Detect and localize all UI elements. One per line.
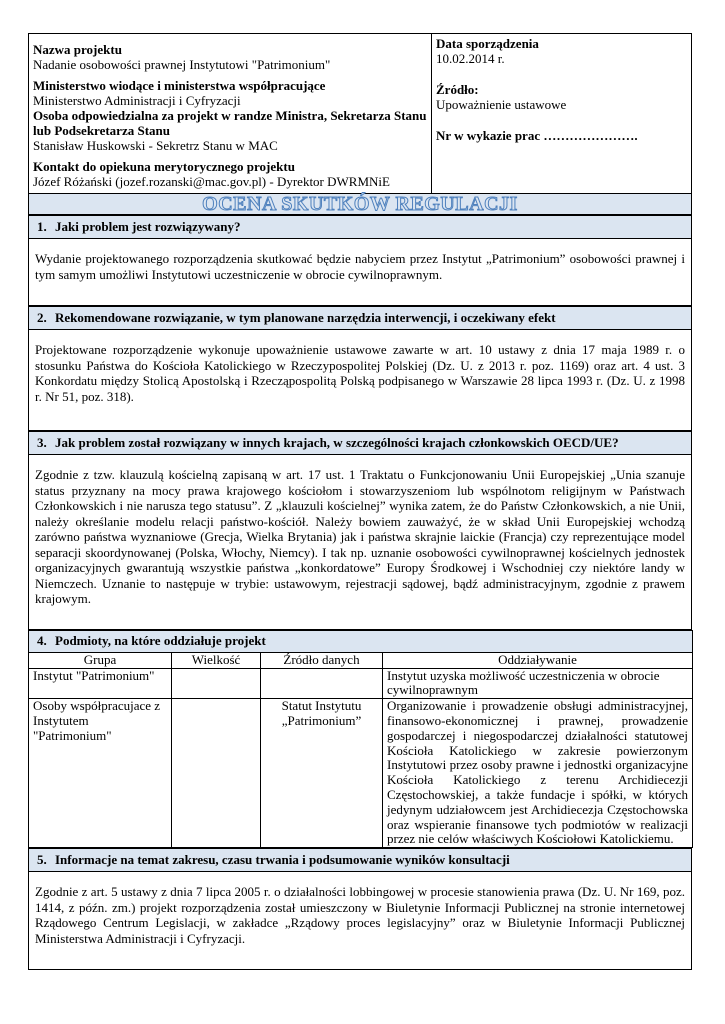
section-2-title: Rekomendowane rozwiązanie, w tym planowane narzędzia interwencji, i oczekiwany efekt [55,310,556,325]
project-name-label: Nazwa projektu [33,42,122,57]
section-2-text: Projektowane rozporządzenie wykonuje upoważnienie ustawowe zawarte w art. 10 ustawy z dnia 17 maja 1989 r. o stosunku Państwa do Kościoła Katolickiego w Rzeczypospolitej Polskiej (Dz. U. z 2013 r. poz. 1169) oraz art. 4 ust. 3 Konkordatu między Stolicą Apostolską i Rzecząpospolitą Polską podpisanego w Warszawie 28 lipca 1993 r. (Dz. U. z 1998 r. Nr 51, poz. 318). [29,330,692,431]
section-1-title: Jaki problem jest rozwiązywany? [55,219,241,234]
section-1-text: Wydanie projektowanego rozporządzenia skutkować będzie nabyciem przez Instytut „Patrimonium” osobowości prawnej i tym samym umożliwi Instytutowi uczestniczenie w obrocie cywilnoprawnym. [29,239,692,306]
row-2-source: Statut Instytutu „Patrimonium” [261,699,383,848]
document-title: OCENA SKUTKÓW REGULACJI [29,194,692,215]
section-4-title: Podmioty, na które oddziałuje projekt [55,633,266,648]
row-2-size [172,699,261,848]
section-5-header: 5. Informacje na temat zakresu, czasu trwania i podsumowanie wyników konsultacji [29,849,692,872]
row-2-group: Osoby współpracujace z Instytutem "Patrimonium" [29,699,172,848]
document [28,33,692,970]
section-5 [28,848,692,970]
table-row [29,699,693,848]
section-2-header: 2. Rekomendowane rozwiązanie, w tym planowane narzędzia interwencji, i oczekiwany efekt [29,307,692,330]
section-5-text: Zgodnie z art. 5 ustawy z dnia 7 lipca 2005 r. o działalności lobbingowej w procesie stanowienia prawa (Dz. U. Nr 169, poz. 1414, z późn. zm.) projekt rozporządzenia został umieszczony w Biuletynie Informacji Publicznej na stronie internetowej Rządowego Centrum Legislacji, w zakładce „Rządowy proces legislacyjny” oraz w Biuletynie Informacji Publicznej Ministerstwa Administracji i Cyfryzacji. [29,872,692,970]
ministry: Ministerstwo Administracji i Cyfryzacji [33,93,241,108]
section-5-title: Informacje na temat zakresu, czasu trwania i podsumowanie wyników konsultacji [55,852,510,868]
responsible-label: Osoba odpowiedzialna za projekt w randze Ministra, Sekretarza Stanu lub Podsekretarza Stanu [33,108,427,138]
col-header-impact: Oddziaływanie [383,652,693,668]
source-label: Źródło: [436,82,479,97]
contact-label: Kontakt do opiekuna merytorycznego projektu [33,159,295,174]
col-header-group: Grupa [29,652,172,668]
section-4 [28,630,693,848]
header-table [28,33,692,215]
section-3-title: Jak problem został rozwiązany w innych krajach, w szczególności krajach członkowskich OECD/UE? [55,435,619,450]
section-4-header: 4. Podmioty, na które oddziałuje projekt [29,631,693,653]
header-right-cell [432,34,692,194]
row-1-impact: Instytut uzyska możliwość uczestniczenia w obrocie cywilnoprawnym [383,668,693,699]
responsible-person: Stanisław Huskowski - Sekretrz Stanu w MAC [33,138,278,153]
date-label: Data sporządzenia [436,36,539,51]
section-1 [28,215,692,306]
ministry-label: Ministerstwo wiodące i ministerstwa współpracujące [33,78,326,93]
row-2-impact: Organizowanie i prowadzenie obsługi administracyjnej, finansowo-ekonomicznej i prawnej, prowadzenie gospodarczej i niegospodarczej działalności statutowej Kościoła Katolickiego w zakresie powierzonym Instytutowi przez osoby prawne i jednostki organizacyjne Kościoła Katolickiego z terenu Archidiecezji Częstochowskiej, a także fundacje i spółki, w których jedynym udziałowcem jest Archidiecezja Częstochowska oraz wspieranie finansowe tych podmiotów w realizacji przez nie celów właściwych Kościołowi Katolickiemu. [383,699,693,848]
section-1-header: 1. Jaki problem jest rozwiązywany? [29,216,692,239]
contact-person: Józef Różański (jozef.rozanski@mac.gov.pl) - Dyrektor DWRMNiE [33,174,390,189]
col-header-source: Źródło danych [261,652,383,668]
date-value: 10.02.2014 r. [436,51,505,66]
work-list-label: Nr w wykazie prac …………………. [436,128,638,143]
section-3-text: Zgodnie z tzw. klauzulą kościelną zapisaną w art. 17 ust. 1 Traktatu o Funkcjonowaniu Unii Europejskiej „Unia szanuje status przyznany na mocy prawa krajowego kościołom i stowarzyszeniom lub wspólnotom religijnym w Państwach Członkowskich i nie narusza tego statusu”. Z „klauzuli kościelnej” wynika zatem, że do Państw Członkowskich, a nie Unii, należy określanie modelu relacji państwo-kościół. Należy bowiem zauważyć, że w skład Unii Europejskiej wchodzą zarówno państwa wyznaniowe (Grecja, Wielka Brytania) jak i państwa skrajnie laickie (Francja) czy reprezentujące model separacji skoordynowanej (Polska, Włochy, Niemcy). I tak np. uznanie osobowości cywilnoprawnej kościelnych jednostek organizacyjnych gwarantują wszystkie państwa „konkordatowe” Europy Środkowej i Wschodniej czy niektóre landy w Niemczech. Uznanie to następuje w trybie: ustawowym, rejestracji sądowej, bądź administracyjnym, zgodnie z prawem krajowym. [29,455,692,630]
section-3-header: 3. Jak problem został rozwiązany w innych krajach, w szczególności krajach członkowskich OECD/UE? [29,432,692,455]
row-1-source [261,668,383,699]
source-value: Upoważnienie ustawowe [436,97,567,112]
project-name: Nadanie osobowości prawnej Instytutowi "Patrimonium" [33,57,331,72]
section-2 [28,306,692,431]
row-1-size [172,668,261,699]
col-header-size: Wielkość [172,652,261,668]
row-1-group: Instytut "Patrimonium" [29,668,172,699]
section-3 [28,431,692,630]
table-row [29,668,693,699]
header-left-cell [29,34,432,194]
